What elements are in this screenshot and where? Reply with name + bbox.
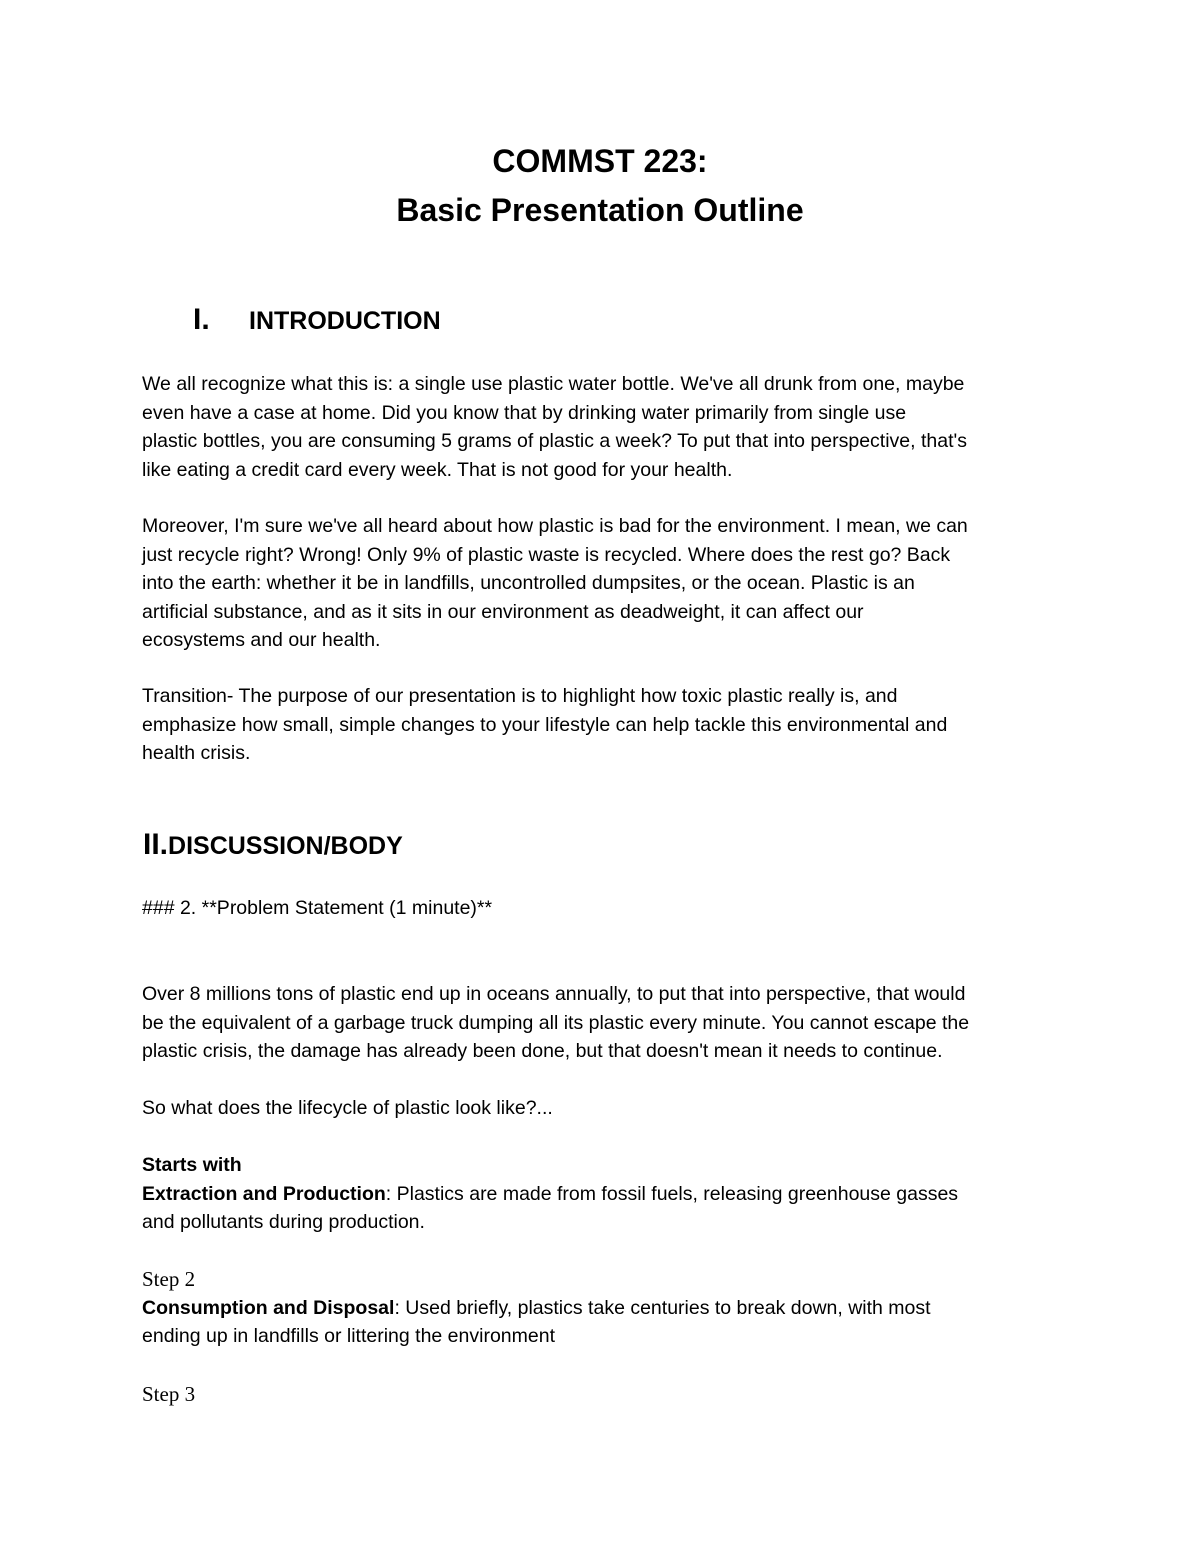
text-line: into the earth: whether it be in landfills, uncontrolled dumpsites, or the ocean. Plastic is an <box>142 572 915 594</box>
text-line: plastic bottles, you are consuming 5 grams of plastic a week? To put that into perspective, that's <box>142 430 967 452</box>
section-number: II. <box>143 828 169 861</box>
title-course: COMMST 223: <box>492 143 708 179</box>
step-description <box>142 1180 1072 1209</box>
lifecycle-step-2 <box>142 1265 1072 1351</box>
text-line: even have a case at home. Did you know that by drinking water primarily from single use <box>142 401 907 424</box>
text-line: emphasize how small, simple changes to your lifestyle can help tackle this environmental and <box>142 713 948 736</box>
text-line: be the equivalent of a garbage truck dumping all its plastic every minute. You cannot escape the <box>142 1011 970 1034</box>
text-line: and pollutants during production. <box>142 1211 425 1233</box>
text-line: Transition- The purpose of our presentation is to highlight how toxic plastic really is, and <box>142 685 898 707</box>
step-text: : Used briefly, plastics take centuries to break down, with most <box>394 1296 931 1319</box>
step-label: Step 2 <box>142 1267 196 1291</box>
text-line: plastic crisis, the damage has already been done, but that doesn't mean it needs to continue. <box>142 1040 943 1062</box>
body-paragraph-1 <box>142 980 1072 1066</box>
intro-paragraph-1 <box>142 370 1072 484</box>
lifecycle-question <box>142 1094 1072 1123</box>
section-title: INTRODUCTION <box>249 307 441 335</box>
section-title: DISCUSSION/BODY <box>168 832 403 860</box>
text-line: We all recognize what this is: a single use plastic water bottle. We've all drunk from one, maybe <box>142 373 965 395</box>
text-line: ecosystems and our health. <box>142 629 381 651</box>
section-heading-introduction <box>143 305 441 336</box>
intro-transition-paragraph <box>142 682 1072 768</box>
step-description <box>142 1294 1072 1323</box>
title-outline: Basic Presentation Outline <box>396 192 804 228</box>
problem-statement-line <box>142 894 1072 923</box>
text-line: like eating a credit card every week. That is not good for your health. <box>142 458 733 481</box>
lifecycle-step-3 <box>142 1380 1072 1409</box>
text-line: just recycle right? Wrong! Only 9% of plastic waste is recycled. Where does the rest go? Back <box>142 543 951 566</box>
step-term: Consumption and Disposal <box>142 1296 395 1319</box>
step-label: Step 3 <box>142 1382 196 1406</box>
step-label-text: Starts with <box>142 1154 242 1176</box>
section-number: I. <box>193 303 210 336</box>
text-line: artificial substance, and as it sits in our environment as deadweight, it can affect our <box>142 600 864 623</box>
text-line: So what does the lifecycle of plastic look like?... <box>142 1097 553 1119</box>
text-line: ending up in landfills or littering the environment <box>142 1325 555 1347</box>
step-term: Extraction and Production <box>142 1182 386 1205</box>
step-label <box>142 1151 1072 1180</box>
step-text: : Plastics are made from fossil fuels, releasing greenhouse gasses <box>385 1182 959 1205</box>
text-line: Moreover, I'm sure we've all heard about how plastic is bad for the environment. I mean, we can <box>142 515 968 537</box>
text-line: health crisis. <box>142 742 251 764</box>
section-heading-discussion <box>143 830 403 861</box>
text-line: Over 8 millions tons of plastic end up in oceans annually, to put that into perspective, that would <box>142 983 966 1005</box>
text-line: ### 2. **Problem Statement (1 minute)** <box>142 897 493 919</box>
intro-paragraph-2 <box>142 512 1072 655</box>
lifecycle-step-1 <box>142 1151 1072 1237</box>
